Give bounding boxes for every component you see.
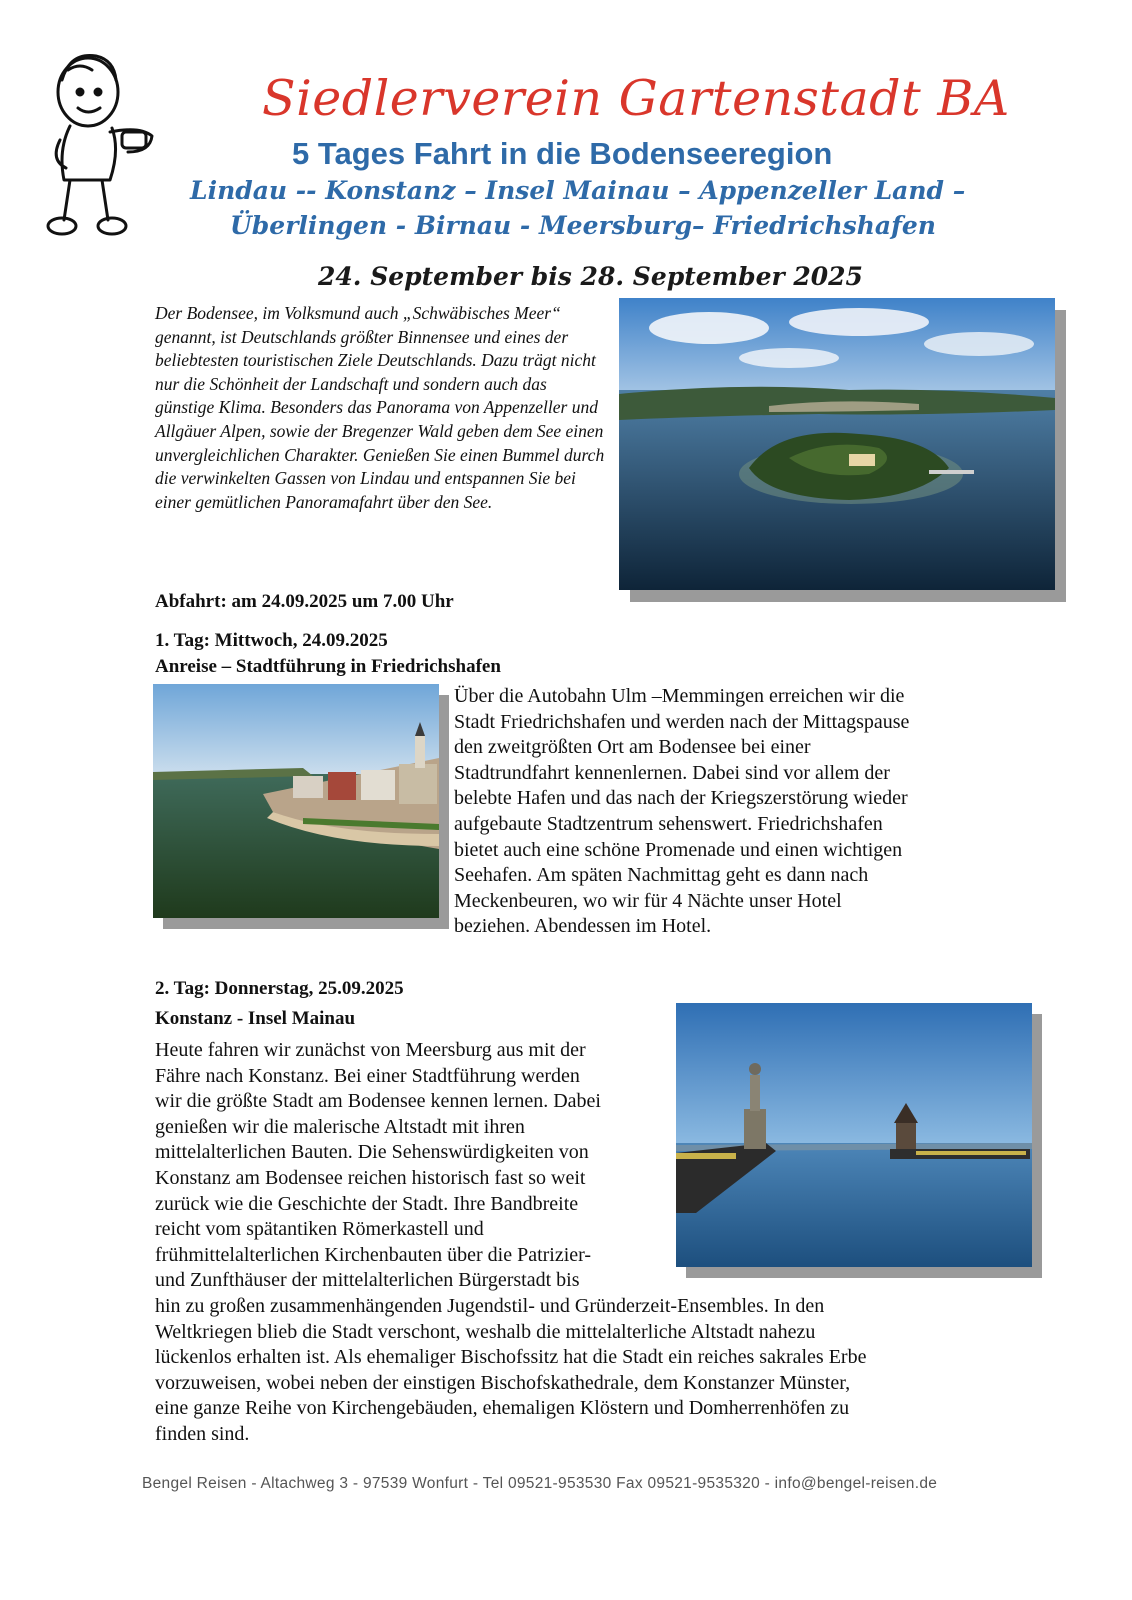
day1-line: Meckenbeuren, wo wir für 4 Nächte unser Hotel — [454, 889, 842, 912]
day1-line: Stadt Friedrichshafen und werden nach der Mittagspause — [454, 710, 910, 733]
day2-line: genießen wir die malerische Altstadt mit ihren — [155, 1115, 525, 1138]
intro-paragraph: Der Bodensee, im Volksmund auch „Schwäbisches Meer“ genannt, ist Deutschlands größter Binnensee und eines der beliebtesten touristischen Ziele Deutschlands. Dazu trägt nicht nur die Schönheit der Landschaft und sondern auch das günstige Klima. Besonders das Panorama von Appenzeller und Allgäuer Alpen, sowie der Bregenzer Wald geben dem See einen unvergleichlichen Charakter. Genießen Sie einen Bummel durch die verwinkelten Gassen von Lindau und entspannen Sie bei einer gemütlichen Panoramafahrt über den See. — [155, 303, 605, 512]
page-title: Siedlerverein Gartenstadt BA — [262, 70, 1010, 127]
day2-line: vorzuweisen, wobei neben der einstigen Bischofskathedrale, dem Konstanzer Münster, — [155, 1371, 851, 1394]
trip-subtitle: 5 Tages Fahrt in die Bodenseeregion — [292, 136, 833, 171]
day2-line: frühmittelalterlichen Kirchenbauten über die Patrizier- — [155, 1243, 592, 1266]
day1-text — [454, 684, 1014, 940]
day2-line: wir die größte Stadt am Bodensee kennen lernen. Dabei — [155, 1090, 601, 1113]
day1-line: bietet auch eine schöne Promenade und einen wichtigen — [454, 838, 903, 861]
day1-line: Über die Autobahn Ulm –Memmingen erreichen wir die — [454, 685, 905, 707]
route-line-2: Überlingen - Birnau - Meersburg– Friedrichshafen — [230, 211, 936, 240]
day2-subheading: Konstanz - Insel Mainau — [155, 1008, 356, 1029]
day1-line: aufgebaute Stadtzentrum sehenswert. Friedrichshafen — [454, 812, 883, 835]
day2-line: lückenlos erhalten ist. Als ehemaliger Bischofssitz hat die Stadt ein reiches sakrales Erbe — [155, 1346, 867, 1369]
route-line-1: Lindau -- Konstanz – Insel Mainau – Appenzeller Land – — [190, 176, 966, 205]
day2-line: eine ganze Reihe von Kirchengebäuden, ehemaligen Klöstern und Domherrenhöfen zu — [155, 1397, 850, 1420]
day2-line: Fähre nach Konstanz. Bei einer Stadtführung werden — [155, 1064, 580, 1087]
trip-dates: 24. September bis 28. September 2025 — [318, 262, 863, 291]
photo-friedrichshafen — [153, 684, 439, 918]
day2-line: Heute fahren wir zunächst von Meersburg aus mit der — [155, 1039, 586, 1061]
day2-line: zurück wie die Geschichte der Stadt. Ihre Bandbreite — [155, 1192, 579, 1215]
logo — [40, 40, 165, 240]
day2-line: hin zu großen zusammenhängenden Jugendstil- und Gründerzeit-Ensembles. In den — [155, 1294, 825, 1317]
day2-text — [155, 1038, 1035, 1448]
day1-line: belebte Hafen und das nach der Kriegszerstörung wieder — [454, 787, 908, 810]
day1-heading: 1. Tag: Mittwoch, 24.09.2025 — [155, 630, 388, 651]
day2-heading: 2. Tag: Donnerstag, 25.09.2025 — [155, 978, 404, 999]
day1-line: Seehafen. Am späten Nachmittag geht es dann nach — [454, 864, 869, 887]
day2-line: Konstanz am Bodensee reichen historisch fast so weit — [155, 1166, 586, 1189]
day2-line: Weltkriegen blieb die Stadt verschont, weshalb die mittelalterliche Altstadt nahezu — [155, 1320, 816, 1343]
departure-info: Abfahrt: am 24.09.2025 um 7.00 Uhr — [155, 591, 454, 612]
day2-line: finden sind. — [155, 1422, 250, 1445]
day1-line: den zweitgrößten Ort am Bodensee bei einer — [454, 736, 811, 759]
day2-line: reicht vom spätantiken Römerkastell und — [155, 1218, 484, 1241]
photo-insel-mainau — [619, 298, 1055, 590]
day2-line: mittelalterlichen Bauten. Die Sehenswürdigkeiten von — [155, 1141, 589, 1164]
day1-line: Stadtrundfahrt kennenlernen. Dabei sind vor allem der — [454, 761, 890, 784]
day1-line: beziehen. Abendessen im Hotel. — [454, 915, 712, 938]
day2-line: und Zunfthäuser der mittelalterlichen Bürgerstadt bis — [155, 1269, 580, 1292]
boy-mascot-icon — [40, 40, 165, 240]
day1-subheading: Anreise – Stadtführung in Friedrichshafen — [155, 656, 501, 677]
footer-contact: Bengel Reisen - Altachweg 3 - 97539 Wonfurt - Tel 09521-953530 Fax 09521-9535320 - info@bengel-reisen.de — [142, 1475, 938, 1492]
